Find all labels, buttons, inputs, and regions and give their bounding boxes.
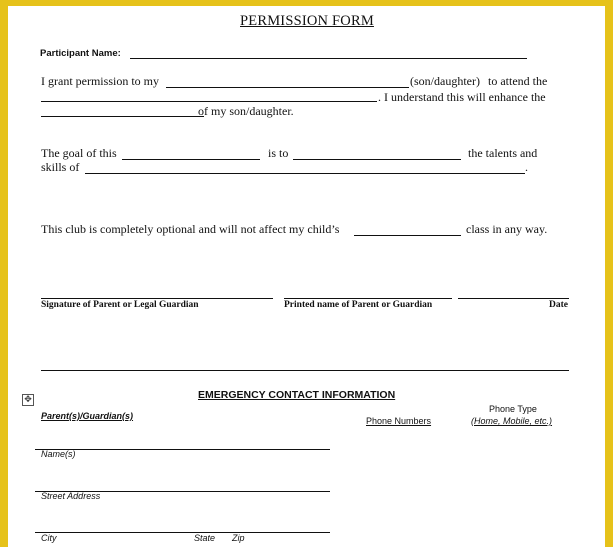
participant-name-line[interactable]: [130, 58, 527, 59]
guardians-label: Parent(s)/Guardian(s): [41, 411, 134, 421]
para2-skills-of: skills of: [41, 160, 80, 174]
emergency-heading: EMERGENCY CONTACT INFORMATION: [198, 389, 396, 401]
city-label: City: [41, 533, 57, 543]
goal-subject-line[interactable]: [122, 159, 260, 160]
printed-name-label: Printed name of Parent or Guardian: [284, 300, 433, 310]
phone-type-hint: (Home, Mobile, etc.): [471, 416, 553, 426]
para3-class: class in any way.: [466, 222, 548, 236]
section-divider: [41, 370, 569, 371]
goal-verb-line[interactable]: [293, 159, 461, 160]
para1-attend: to attend the: [488, 74, 548, 88]
document-page: [8, 6, 605, 547]
signature-label: Signature of Parent or Legal Guardian: [41, 300, 199, 310]
guardian-name-line[interactable]: [35, 449, 330, 450]
form-title: PERMISSION FORM: [240, 13, 374, 29]
phone-type-label: Phone Type: [489, 404, 537, 414]
para2-talents: the talents and: [468, 146, 538, 160]
enhance-target-line[interactable]: [41, 116, 204, 117]
para1-line1-start: I grant permission to my: [41, 74, 159, 88]
para2-goal: The goal of this: [41, 146, 117, 160]
move-handle-icon[interactable]: ✥: [22, 394, 34, 406]
class-name-line[interactable]: [354, 235, 461, 236]
para1-of-child: of my son/daughter.: [198, 104, 294, 118]
participant-name-label: Participant Name:: [40, 48, 121, 59]
names-label: Name(s): [41, 449, 76, 459]
activity-name-line[interactable]: [41, 101, 377, 102]
para1-enhance: . I understand this will enhance the: [378, 90, 546, 104]
zip-label: Zip: [232, 533, 245, 543]
phone-numbers-label: Phone Numbers: [366, 416, 432, 426]
para2-period: .: [525, 160, 528, 174]
city-state-zip-line[interactable]: [35, 532, 330, 533]
parent-signature-line[interactable]: [41, 298, 273, 299]
para2-is-to: is to: [268, 146, 289, 160]
child-name-line[interactable]: [166, 87, 409, 88]
date-label: Date: [549, 300, 568, 310]
date-line[interactable]: [458, 298, 569, 299]
street-address-label: Street Address: [41, 491, 101, 501]
printed-name-line[interactable]: [284, 298, 452, 299]
para1-son-daughter: (son/daughter): [410, 74, 480, 88]
para3-optional: This club is completely optional and will not affect my child’s: [41, 222, 340, 236]
state-label: State: [194, 533, 216, 543]
skills-of-line[interactable]: [85, 173, 525, 174]
